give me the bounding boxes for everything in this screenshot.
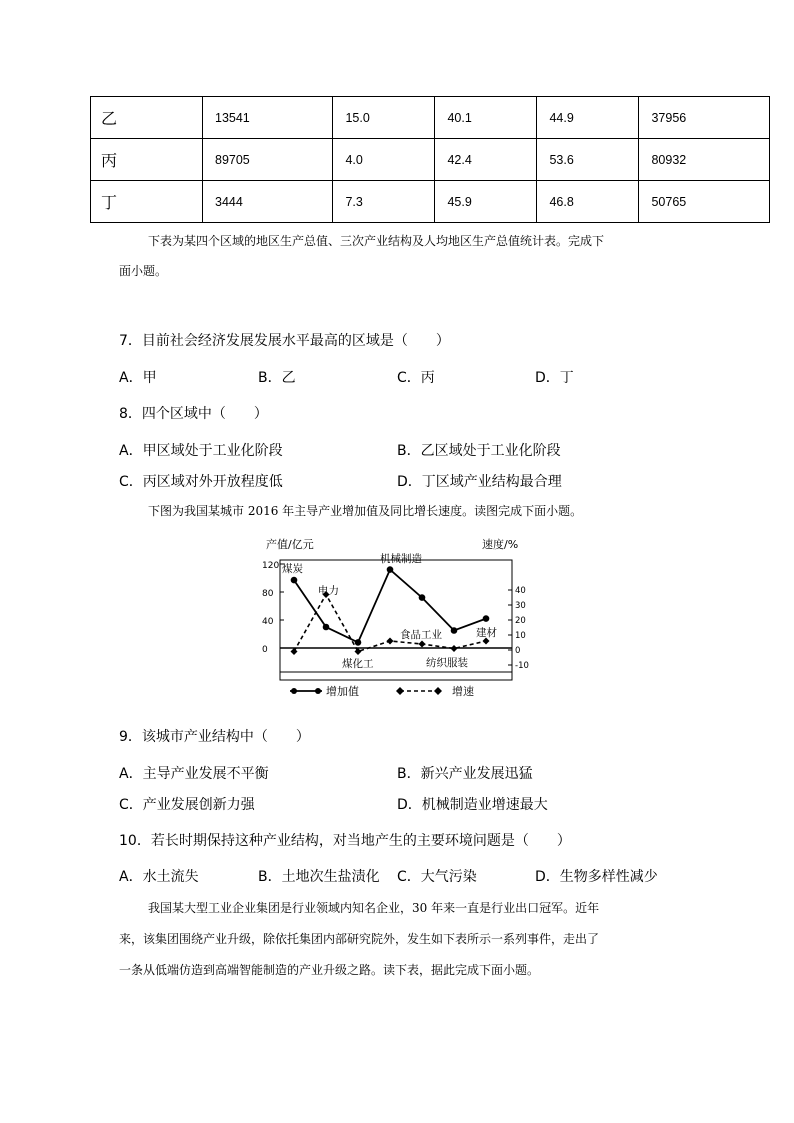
q7-option-a: A．甲: [119, 370, 157, 386]
right-tick-label: 40: [515, 586, 526, 596]
q7-option-b: B．乙: [258, 370, 296, 386]
value-point-建材: [483, 615, 490, 622]
right-tick-label: 30: [515, 601, 526, 611]
legend-marker-speed: [434, 687, 442, 695]
value-point-食品工业: [419, 594, 426, 601]
table-cell: 13541: [203, 97, 333, 139]
table-row: [91, 139, 770, 181]
q10-option-d: D．生物多样性减少: [535, 869, 658, 885]
speed-point-食品工业: [419, 641, 426, 648]
category-label: 纺织服装: [426, 657, 468, 669]
table-cell: 4.0: [333, 139, 435, 181]
intro-paragraph-3-cont: 来，该集团围绕产业升级，除依托集团内部研究院外，发生如下表所示一系列事件，走出了: [119, 932, 600, 946]
table-cell: 50765: [639, 181, 770, 223]
table-cell: 53.6: [537, 139, 639, 181]
table-cell: 46.8: [537, 181, 639, 223]
region-cell: 乙: [91, 97, 203, 139]
intro-paragraph-3: 我国某大型工业企业集团是行业领域内知名企业，30 年来一直是行业出口冠军。近年: [148, 901, 600, 915]
speed-point-纺织服装: [451, 645, 458, 652]
legend-marker-value: [291, 688, 297, 694]
speed-point-煤炭: [291, 648, 298, 655]
table-cell: 40.1: [435, 97, 537, 139]
table-row: [91, 181, 770, 223]
intro-paragraph-2: 下图为我国某城市 2016 年主导产业增加值及同比增长速度。读图完成下面小题。: [148, 504, 583, 518]
value-point-煤炭: [291, 577, 298, 584]
intro-paragraph-3-cont2: 一条从低端仿造到高端智能制造的产业升级之路。读下表，据此完成下面小题。: [119, 963, 540, 977]
table-cell: 80932: [639, 139, 770, 181]
statistics-table: [90, 96, 770, 223]
question-10-stem: 10．若长时期保持这种产业结构，对当地产生的主要环境问题是（ ）: [119, 833, 571, 849]
table-cell: 89705: [203, 139, 333, 181]
q8-option-c: C．丙区域对外开放程度低: [119, 474, 283, 490]
q9-option-a: A．主导产业发展不平衡: [119, 766, 269, 782]
industry-line-chart: [260, 532, 530, 704]
legend-label-speed: 增速: [452, 685, 474, 698]
legend-marker-speed: [396, 687, 404, 695]
speed-point-机械制造: [387, 638, 394, 645]
category-label: 机械制造: [380, 553, 422, 565]
table-cell: 15.0: [333, 97, 435, 139]
right-tick-label: 0: [515, 646, 521, 656]
series-line-value: [294, 570, 486, 643]
table-cell: 42.4: [435, 139, 537, 181]
left-tick-label: 40: [262, 617, 274, 627]
left-tick-label: 0: [262, 645, 268, 655]
intro-paragraph-1-cont: 面小题。: [119, 264, 168, 278]
region-cell: 丙: [91, 139, 203, 181]
speed-point-煤化工: [355, 648, 362, 655]
category-label: 建材: [476, 627, 497, 639]
q8-option-a: A．甲区域处于工业化阶段: [119, 443, 283, 459]
value-point-煤化工: [355, 639, 362, 646]
legend-label-value: 增加值: [326, 685, 359, 698]
table-cell: 45.9: [435, 181, 537, 223]
q7-option-d: D．丁: [535, 370, 574, 386]
q9-option-c: C．产业发展创新力强: [119, 797, 255, 813]
category-label: 食品工业: [400, 629, 442, 641]
category-label: 煤化工: [342, 658, 374, 670]
right-tick-label: -10: [515, 661, 529, 671]
value-point-纺织服装: [451, 627, 458, 634]
left-tick-label: 120: [262, 561, 280, 571]
table-cell: 7.3: [333, 181, 435, 223]
category-label: 电力: [318, 585, 339, 597]
plot-frame: [280, 560, 512, 680]
q9-option-d: D．机械制造业增速最大: [397, 797, 548, 813]
table-cell: 3444: [203, 181, 333, 223]
q8-option-b: B．乙区域处于工业化阶段: [397, 443, 561, 459]
table-cell: 37956: [639, 97, 770, 139]
table-cell: 44.9: [537, 97, 639, 139]
intro-paragraph-1: 下表为某四个区域的地区生产总值、三次产业结构及人均地区生产总值统计表。完成下: [148, 234, 605, 248]
left-axis-title: 产值/亿元: [266, 538, 314, 551]
question-8-stem: 8．四个区域中（ ）: [119, 406, 268, 422]
region-cell: 丁: [91, 181, 203, 223]
q10-option-c: C．大气污染: [397, 869, 477, 885]
right-tick-label: 20: [515, 616, 526, 626]
q10-option-a: A．水土流失: [119, 869, 199, 885]
q10-option-b: B．土地次生盐渍化: [258, 869, 380, 885]
question-7-stem: 7．目前社会经济发展发展水平最高的区域是（ ）: [119, 333, 450, 349]
table-row: [91, 97, 770, 139]
q7-option-c: C．丙: [397, 370, 435, 386]
question-9-stem: 9．该城市产业结构中（ ）: [119, 729, 310, 745]
value-point-机械制造: [387, 566, 394, 573]
legend-marker-value: [315, 688, 321, 694]
q9-option-b: B．新兴产业发展迅猛: [397, 766, 533, 782]
q8-option-d: D．丁区域产业结构最合理: [397, 474, 562, 490]
value-point-电力: [323, 624, 330, 631]
right-axis-title: 速度/%: [482, 538, 519, 551]
right-tick-label: 10: [515, 631, 526, 641]
left-tick-label: 80: [262, 589, 274, 599]
category-label: 煤炭: [282, 563, 303, 575]
